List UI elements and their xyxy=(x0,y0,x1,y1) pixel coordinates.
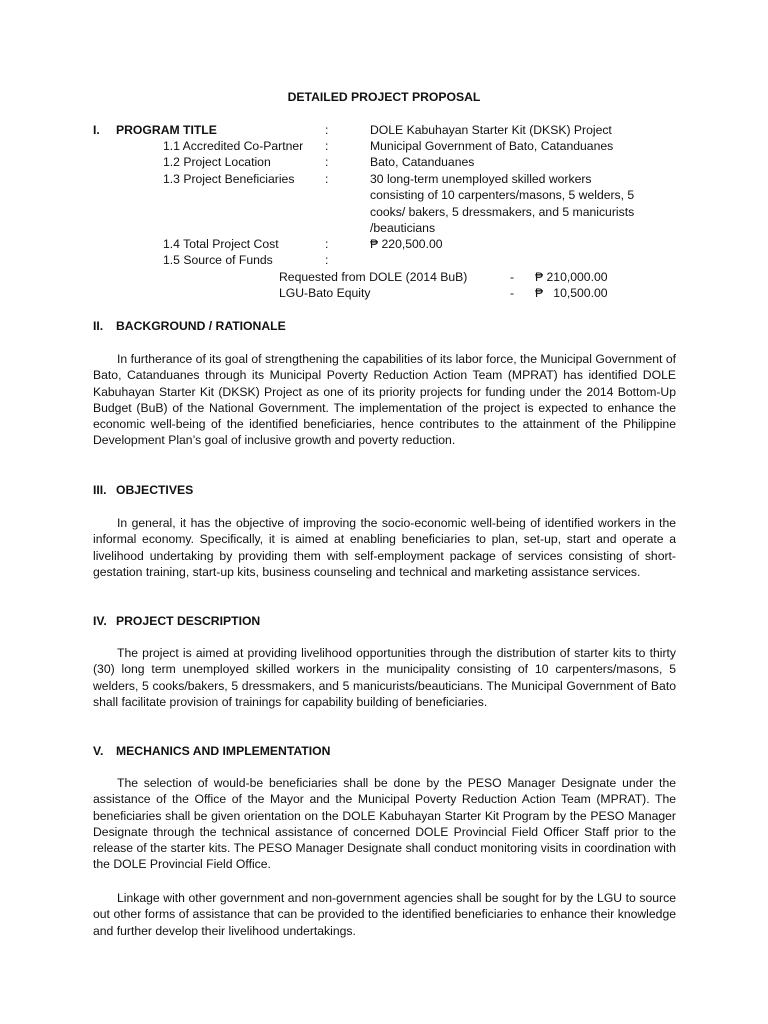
section-heading-objectives xyxy=(93,482,193,498)
fund-source-label: Requested from DOLE (2014 BuB) xyxy=(279,270,468,284)
section-heading-mechanics xyxy=(93,743,330,759)
beneficiaries-value-line: consisting of 10 carpenters/masons, 5 welders, 5 xyxy=(370,188,635,202)
section-heading-project-description xyxy=(93,613,260,629)
section-number-i: I. xyxy=(93,123,100,137)
project-location-value: Bato, Catanduanes xyxy=(370,155,475,169)
fund-amount: ₱ 10,500.00 xyxy=(535,286,608,300)
colon: : xyxy=(325,253,329,267)
section-title: MECHANICS AND IMPLEMENTATION xyxy=(116,744,331,758)
colon: : xyxy=(325,123,329,137)
section-number: III. xyxy=(93,483,107,497)
section-title: PROJECT DESCRIPTION xyxy=(116,614,261,628)
co-partner-label: 1.1 Accredited Co-Partner xyxy=(163,139,304,153)
beneficiaries-value-line: cooks/ bakers, 5 dressmakers, and 5 manicurists xyxy=(370,205,635,219)
project-location-label: 1.2 Project Location xyxy=(163,155,271,169)
colon: : xyxy=(325,139,329,153)
section-title: OBJECTIVES xyxy=(116,483,194,497)
background-paragraph: In furtherance of its goal of strengthening the capabilities of its labor force, the Municipal Government of Bato, Catanduanes through its Municipal Poverty Reduction Action Team (MPRAT) has identified DOLE Kabuhayan Starter Kit (DKSK) Project as one of its priority projects for funding under the 2014 Bottom-Up Budget (BuB) of the National Government. The implementation of the project is expected to enhance the economic well-being of the identified beneficiaries, hence contributes to the attainment of the Philippine Development Plan’s goal of inclusive growth and poverty reduction. xyxy=(93,352,676,448)
total-cost-label: 1.4 Total Project Cost xyxy=(163,237,279,251)
project-description-paragraph: The project is aimed at providing livelihood opportunities through the distribution of starter kits to thirty (30) long term unemployed skilled workers in the municipality consisting of 10 carpenters/masons, 5 welders, 5 cooks/bakers, 5 dressmakers, and 5 manicurists/beauticians. The Municipal Government of Bato shall facilitate provision of trainings for capability building of beneficiaries. xyxy=(93,646,676,709)
fund-dash: - xyxy=(510,286,515,300)
beneficiaries-label: 1.3 Project Beneficiaries xyxy=(163,172,295,186)
total-cost-value: ₱ 220,500.00 xyxy=(370,237,443,251)
program-title-value: DOLE Kabuhayan Starter Kit (DKSK) Project xyxy=(370,123,612,137)
objectives-paragraph: In general, it has the objective of improving the socio-economic well-being of identified workers in the informal economy. Specifically, it is aimed at enabling beneficiaries to plan, set-up, start and operate a livelihood undertaking by providing them with self-employment package of services consisting of short-gestation training, start-up kits, business counseling and technical and marketing assistance services. xyxy=(93,516,676,579)
fund-source-label: LGU-Bato Equity xyxy=(279,286,371,300)
section-number: IV. xyxy=(93,614,107,628)
section-heading-background xyxy=(93,318,286,334)
mechanics-paragraph: The selection of would-be beneficiaries shall be done by the PESO Manager Designate under the assistance of the Office of the Mayor and the Municipal Poverty Reduction Action Team (MPRAT). The beneficiaries shall be given orientation on the DOLE Kabuhayan Starter Kit Program by the PESO Manager Designate through the technical assistance of concerned DOLE Provincial Field Officer Staff prior to the release of the starter kits. The PESO Manager Designate shall conduct monitoring visits in coordination with the DOLE Provincial Field Office. xyxy=(93,776,676,872)
linkage-paragraph: Linkage with other government and non-government agencies shall be sought for by the LGU to source out other forms of assistance that can be provided to the identified beneficiaries to enhance their knowledge and further develop their livelihood undertakings. xyxy=(93,891,676,938)
co-partner-value: Municipal Government of Bato, Catanduanes xyxy=(370,139,614,153)
colon: : xyxy=(325,237,329,251)
fund-dash: - xyxy=(510,270,515,284)
beneficiaries-value-line: /beauticians xyxy=(370,221,436,235)
section-number: V. xyxy=(93,744,104,758)
fund-amount: ₱ 210,000.00 xyxy=(535,270,608,284)
colon: : xyxy=(325,155,329,169)
colon: : xyxy=(325,172,329,186)
section-title: BACKGROUND / RATIONALE xyxy=(116,319,286,333)
source-of-funds-label: 1.5 Source of Funds xyxy=(163,253,273,267)
beneficiaries-value-line: 30 long-term unemployed skilled workers xyxy=(370,172,592,186)
section-number: II. xyxy=(93,319,104,333)
document-title: DETAILED PROJECT PROPOSAL xyxy=(287,90,481,104)
program-title-heading: PROGRAM TITLE xyxy=(116,123,217,137)
